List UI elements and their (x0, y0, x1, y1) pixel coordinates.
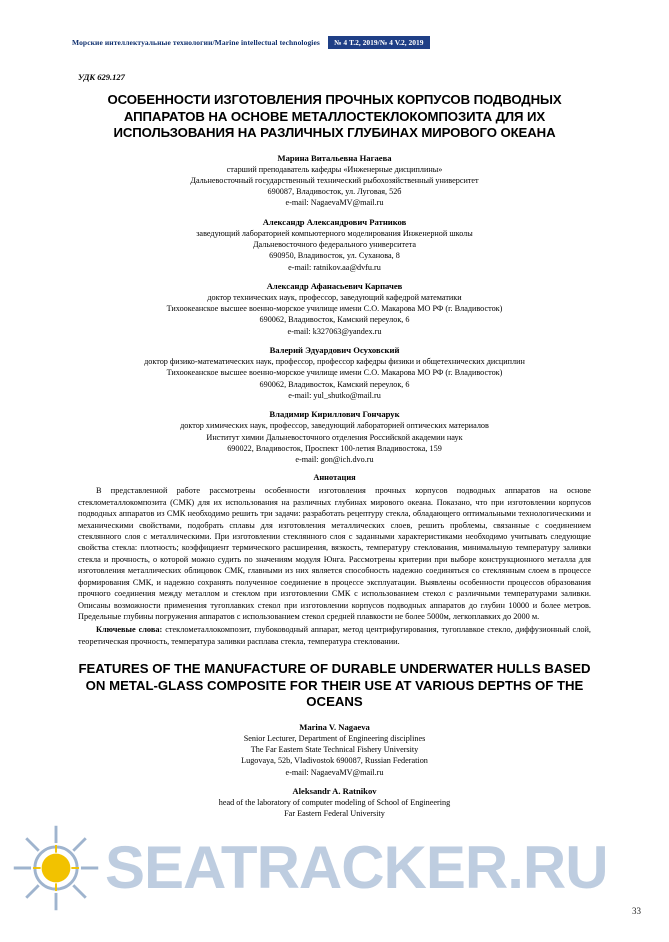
author-block (78, 344, 591, 401)
author-affiliation: Дальневосточного федерального университета (252, 239, 417, 249)
author-email: e-mail: gon@ich.dvo.ru (295, 455, 374, 465)
article-body (78, 72, 591, 826)
keywords-paragraph (78, 624, 591, 647)
author-address: 690062, Владивосток, Камский переулок, 6 (259, 379, 410, 389)
udk-code: УДК 629.127 (78, 72, 125, 82)
author-affiliation: заведующий лабораторией компьютерного моделирования Инженерной школы (196, 228, 473, 238)
author-address: Lugovaya, 52b, Vladivostok 690087, Russian Federation (241, 756, 428, 766)
keywords-label: Ключевые слова: (96, 625, 163, 635)
keywords-text: стеклометаллокомпозит, глубоководный аппарат, метод центрифугирования, тугоплавкое стекло, диффузионный слой, теоретическая прочность, температура заливки расплава стекла, температура стекловании. (78, 625, 592, 646)
author-email: e-mail: yul_shutko@mail.ru (288, 390, 381, 400)
author-email: e-mail: NagaevaMV@mail.ru (285, 767, 384, 777)
author-affiliation: Far Eastern Federal University (284, 809, 385, 819)
author-affiliation: Тихоокеанское высшее военно-морское училище имени С.О. Макарова МО РФ (г. Владивосток) (166, 368, 503, 378)
issue-badge: № 4 Т.2, 2019/№ 4 V.2, 2019 (328, 36, 430, 49)
author-address: 690062, Владивосток, Камский переулок, 6 (259, 315, 410, 325)
author-name: Марина Витальевна Нагаева (277, 152, 392, 163)
watermark-text: SEATRACKER.RU (105, 834, 608, 901)
author-name: Александр Александрович Ратников (262, 216, 407, 227)
author-block (78, 216, 591, 273)
author-email: e-mail: NagaevaMV@mail.ru (285, 198, 384, 208)
author-address: 690022, Владивосток, Проспект 100-летия Владивостока, 159 (227, 443, 442, 453)
author-affiliation: The Far Eastern State Technical Fishery University (250, 744, 419, 754)
author-block (78, 408, 591, 465)
author-affiliation: Тихоокеанское высшее военно-морское училище имени С.О. Макарова МО РФ (г. Владивосток) (166, 304, 503, 314)
author-affiliation: доктор химических наук, профессор, заведующий лабораторией оптических материалов (180, 421, 489, 431)
journal-title: Морские интеллектуальные технологии/Marine intellectual technologies (72, 37, 320, 47)
page-number: 33 (632, 906, 641, 916)
author-affiliation: Институт химии Дальневосточного отделения Российской академии наук (206, 432, 463, 442)
author-affiliation: Senior Lecturer, Department of Engineering disciplines (243, 733, 426, 743)
page-title: ОСОБЕННОСТИ ИЗГОТОВЛЕНИЯ ПРОЧНЫХ КОРПУСОВ ПОДВОДНЫХ АППАРАТОВ НА ОСНОВЕ МЕТАЛЛОСТЕКЛОКОМПОЗИТА ДЛЯ ИХ ИСПОЛЬЗОВАНИЯ НА РАЗЛИЧНЫХ ГЛУБИНАХ МИРОВОГО ОКЕАНА (107, 92, 562, 140)
author-name: Marina V. Nagaeva (299, 721, 370, 732)
abstract-label: Аннотация (313, 473, 356, 483)
sun-logo-icon (8, 820, 104, 916)
author-block (78, 280, 591, 337)
author-block (78, 152, 591, 209)
author-affiliation: Дальневосточный государственный технический рыбохозяйственный университет (190, 175, 479, 185)
author-block-english (78, 785, 591, 820)
author-address: 690950, Владивосток, ул. Суханова, 8 (269, 251, 400, 261)
author-affiliation: старший преподаватель кафедры «Инженерные дисциплины» (226, 164, 443, 174)
author-affiliation: доктор технических наук, профессор, заведующий кафедрой математики (207, 292, 462, 302)
author-name: Александр Афанасьевич Карпачев (266, 280, 403, 291)
author-name: Валерий Эдуардович Осуховский (269, 345, 400, 356)
author-name: Владимир Кириллович Гончарук (269, 409, 400, 420)
author-affiliation: доктор физико-математических наук, профессор, профессор кафедры физики и общетехнических дисциплин (144, 357, 525, 367)
author-email: e-mail: ratnikov.aa@dvfu.ru (288, 262, 381, 272)
running-head (0, 34, 669, 50)
author-affiliation: head of the laboratory of computer modeling of School of Engineering (218, 797, 451, 807)
page-title-english: FEATURES OF THE MANUFACTURE OF DURABLE UNDERWATER HULLS BASED ON METAL-GLASS COMPOSITE FOR THEIR USE AT VARIOUS DEPTHS OF THE OCEANS (78, 661, 591, 710)
author-block-english (78, 721, 591, 778)
author-address: 690087, Владивосток, ул. Луговая, 52б (267, 187, 402, 197)
author-name: Aleksandr A. Ratnikov (292, 785, 377, 796)
abstract-text: В представленной работе рассмотрены особенности изготовления прочных корпусов подводных аппаратов на основе стеклометаллокомпозита (СМК) для их использования на различных глубинах мирового океана. Показано, что при изготовлении корпусов подводных аппаратов из СМК необходимо решить три задачи: разработать рецептуру стекла, обладающего оптимальными технологическими и механическими свойствами, подобрать сплавы для изготовления металлических слоев, решить проблемы, связанные с соединением стеклянного слоя с металлическими. При изготовлении стеклянного слоя с заданными характеристиками необходимо учитывать следующие свойства стекла: плотность; коэффициент термического расширения, вязкость, температуру стеклования, минимальную температуру заливки стекла и прочность, о которой можно судить по значениям модуля Юнга. Рассмотрены критерии при выборе конструкционного металла для изготовления металлических облицовок СМК, главными из них является способность надежно соединяться со стеклянным слоем в процессе формирования СМК, и надежно сохранять полученное соединение в процессе эксплуатации. Выявлены особенности процессов образования прочного соединения между металлом и стеклом при изготовлении СМК с использованием стекол с различными температурами заливки. Описаны возможности применения тугоплавких стекол при изготовлении корпусов подводных аппаратов до глубин 10000 и более метров. Предельные глубины погружения аппаратов с использованием стекол средней плавкости не более 5000м, легкоплавких до 2000 м. (78, 486, 591, 621)
author-email: e-mail: k327063@yandex.ru (287, 326, 382, 336)
